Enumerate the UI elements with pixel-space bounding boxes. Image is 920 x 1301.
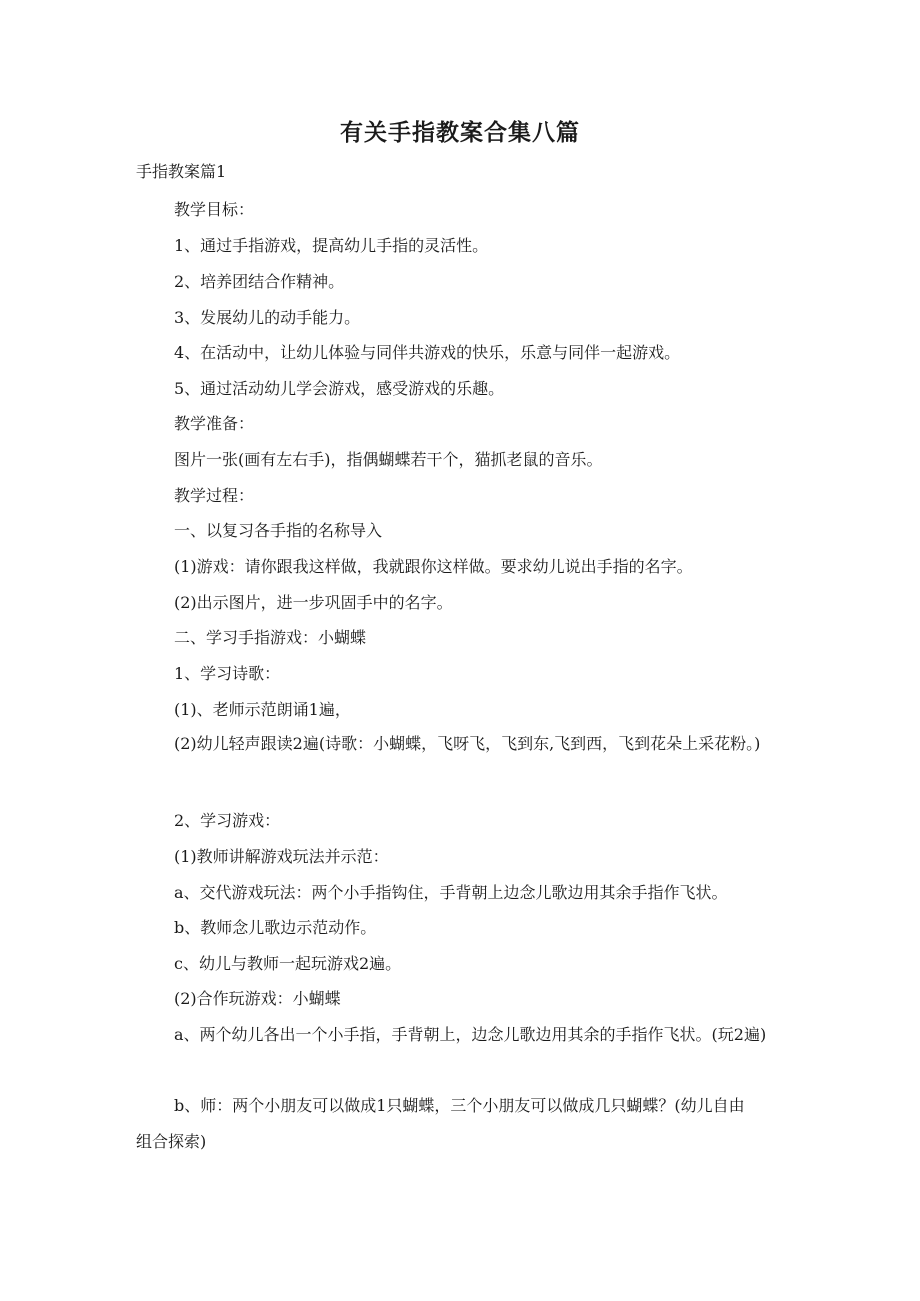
text-line: (2)合作玩游戏：小蝴蝶 <box>174 989 341 1008</box>
text-line: 教学准备： <box>174 414 255 433</box>
text-line: (1)教师讲解游戏玩法并示范： <box>174 847 389 866</box>
game-paragraph-a: a、两个幼儿各出一个小手指，手背朝上，边念儿歌边用其余的手指作飞状。(玩2遍) <box>174 1025 767 1044</box>
text-line: 2、学习游戏： <box>174 811 281 830</box>
text-line: (2)出示图片，进一步巩固手中的名字。 <box>174 593 453 612</box>
text-line: (1)游戏：请你跟我这样做，我就跟你这样做。要求幼儿说出手指的名字。 <box>174 557 693 576</box>
text-line: 教学过程： <box>174 486 255 505</box>
text-line: 图片一张(画有左右手)，指偶蝴蝶若干个，猫抓老鼠的音乐。 <box>174 450 603 469</box>
text-line: b、教师念儿歌边示范动作。 <box>174 918 377 937</box>
section-heading: 手指教案篇1 <box>136 162 227 181</box>
game-paragraph-b: b、师：两个小朋友可以做成1只蝴蝶，三个小朋友可以做成几只蝴蝶？(幼儿自由组合探索) <box>136 1096 745 1151</box>
poem-paragraph: (2)幼儿轻声跟读2遍(诗歌：小蝴蝶，飞呀飞，飞到东,飞到西，飞到花朵上采花粉。) <box>174 734 761 753</box>
document-title: 有关手指教案合集八篇 <box>340 120 580 146</box>
text-line: 一、以复习各手指的名称导入 <box>174 521 383 540</box>
text-line: (1)、老师示范朗诵1遍， <box>174 700 351 719</box>
text-line: 2、培养团结合作精神。 <box>174 272 345 291</box>
text-line: 4、在活动中，让幼儿体验与同伴共游戏的快乐，乐意与同伴一起游戏。 <box>174 343 681 362</box>
text-line: 教学目标： <box>174 200 255 219</box>
text-line: 1、通过手指游戏，提高幼儿手指的灵活性。 <box>174 236 489 255</box>
text-line: 二、学习手指游戏：小蝴蝶 <box>174 628 367 647</box>
text-line: a、交代游戏玩法：两个小手指钩住，手背朝上边念儿歌边用其余手指作飞状。 <box>174 883 728 902</box>
text-line: 1、学习诗歌： <box>174 664 281 683</box>
text-line: c、幼儿与教师一起玩游戏2遍。 <box>174 954 402 973</box>
text-line: 5、通过活动幼儿学会游戏，感受游戏的乐趣。 <box>174 379 505 398</box>
text-line: 3、发展幼儿的动手能力。 <box>174 308 361 327</box>
